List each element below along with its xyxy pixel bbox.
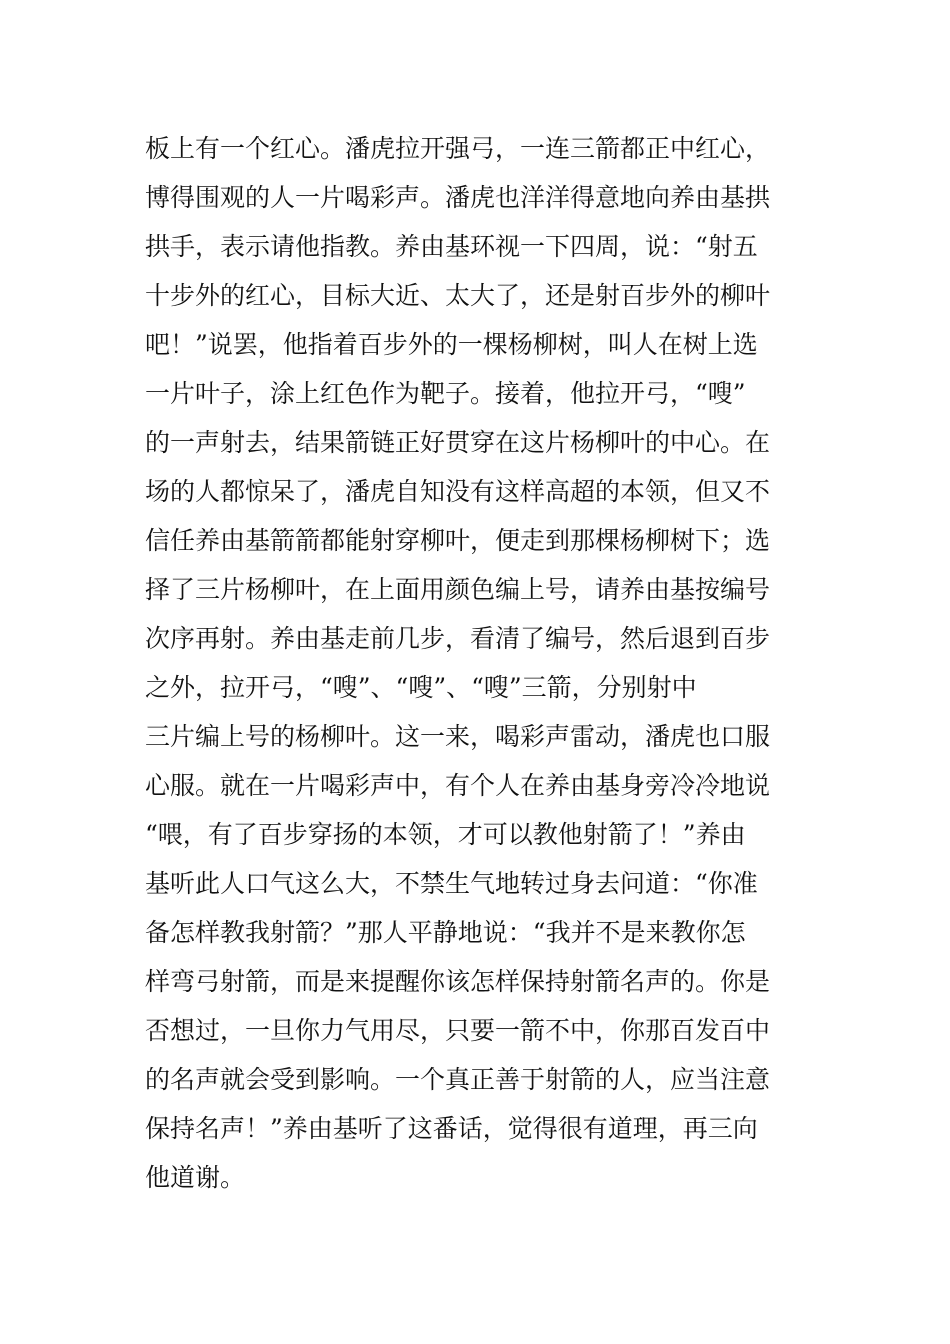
text-line: 之外，拉开弓，“嗖”、“嗖”、“嗖”三箭，分别射中 <box>145 673 697 702</box>
text-line: 择了三片杨柳叶，在上面用颜色编上号，请养由基按编号 <box>145 575 771 604</box>
text-line: 备怎样教我射箭？”那人平静地说：“我并不是来教你怎 <box>145 918 746 947</box>
text-line: 的名声就会受到影响。一个真正善于射箭的人，应当注意 <box>145 1065 771 1094</box>
text-line: 次序再射。养由基走前几步，看清了编号，然后退到百步 <box>145 624 771 653</box>
text-line: 十步外的红心，目标大近、太大了，还是射百步外的柳叶 <box>145 281 771 310</box>
text-line: “喂，有了百步穿扬的本领，才可以教他射箭了！”养由 <box>145 820 746 849</box>
text-line: 一片叶子，涂上红色作为靶子。接着，他拉开弓，“嗖” <box>145 379 746 408</box>
text-line: 三片编上号的杨柳叶。这一来，喝彩声雷动，潘虎也口服 <box>145 722 771 751</box>
text-line: 的一声射去，结果箭链正好贯穿在这片杨柳叶的中心。在 <box>145 428 771 457</box>
text-line: 板上有一个红心。潘虎拉开强弓，一连三箭都正中红心， <box>145 134 771 163</box>
text-line: 否想过，一旦你力气用尽，只要一箭不中，你那百发百中 <box>145 1016 771 1045</box>
text-line: 心服。就在一片喝彩声中，有个人在养由基身旁冷冷地说 <box>145 771 771 800</box>
text-line: 他道谢。 <box>145 1163 246 1192</box>
text-line: 样弯弓射箭，而是来提醒你该怎样保持射箭名声的。你是 <box>145 967 771 996</box>
text-line: 吧！”说罢，他指着百步外的一棵杨柳树，叫人在树上选 <box>145 330 758 359</box>
text-line: 场的人都惊呆了，潘虎自知没有这样高超的本领，但又不 <box>145 477 771 506</box>
text-line: 基听此人口气这么大，不禁生气地转过身去问道：“你准 <box>145 869 758 898</box>
text-line: 拱手，表示请他指教。养由基环视一下四周，说：“射五 <box>145 232 758 261</box>
body-text <box>145 124 815 1202</box>
text-line: 博得围观的人一片喝彩声。潘虎也洋洋得意地向养由基拱 <box>145 183 771 212</box>
text-line: 保持名声！”养由基听了这番话，觉得很有道理，再三向 <box>145 1114 758 1143</box>
text-line: 信任养由基箭箭都能射穿柳叶，便走到那棵杨柳树下；选 <box>145 526 771 555</box>
